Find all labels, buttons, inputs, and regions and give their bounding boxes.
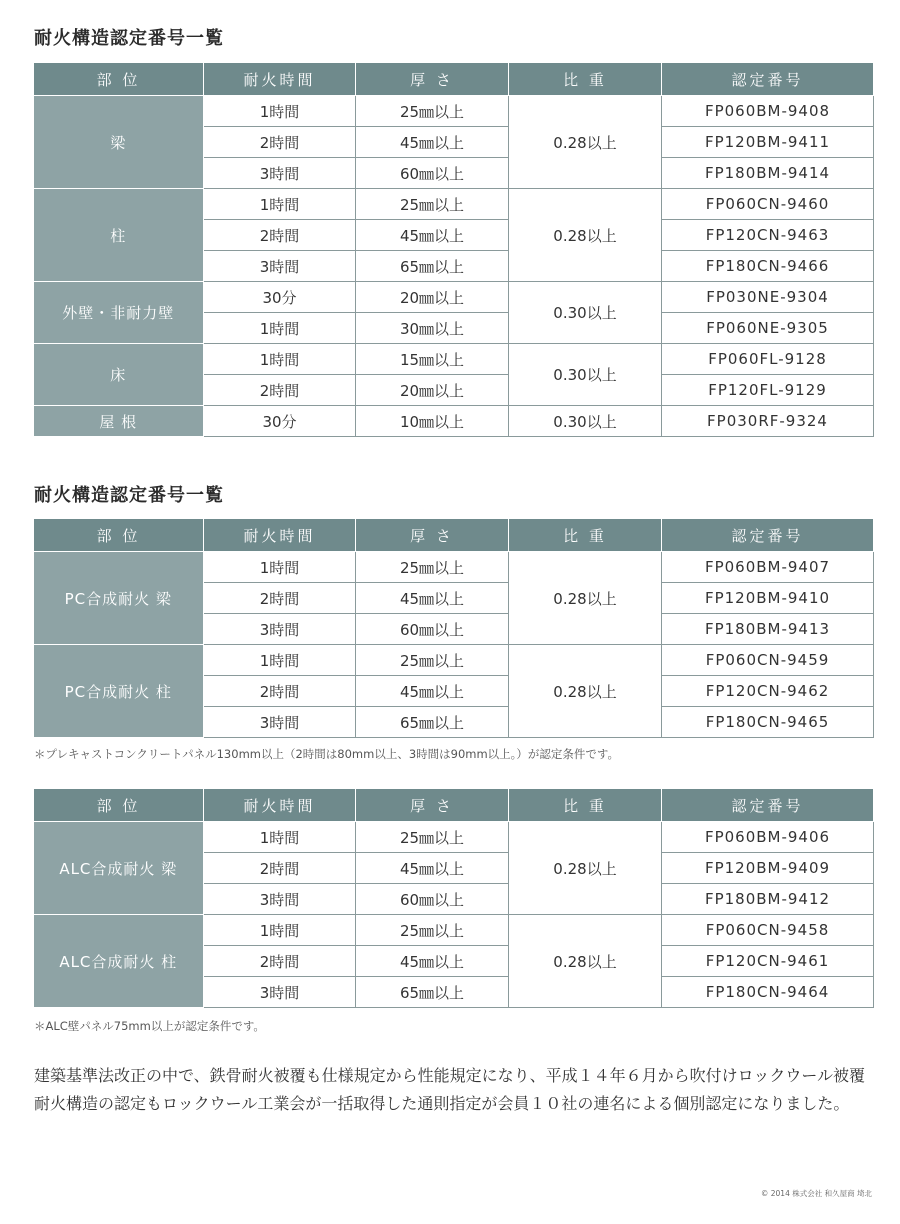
column-header: 部 位 [34, 63, 204, 96]
header-row [34, 519, 874, 552]
part-cell: 床 [34, 344, 204, 406]
thickness-cell: 25㎜以上 [356, 552, 509, 583]
gravity-cell: 0.30以上 [509, 344, 662, 406]
thickness-cell: 45㎜以上 [356, 676, 509, 707]
time-cell: 2時間 [204, 127, 356, 158]
thickness-cell: 25㎜以上 [356, 915, 509, 946]
certification-code-cell: FP180CN-9464 [662, 977, 874, 1008]
thickness-cell: 45㎜以上 [356, 946, 509, 977]
certification-code-cell: FP060BM-9406 [662, 822, 874, 853]
column-header: 比 重 [509, 63, 662, 96]
time-cell: 1時間 [204, 344, 356, 375]
table-row [34, 915, 874, 946]
time-cell: 3時間 [204, 614, 356, 645]
thickness-cell: 15㎜以上 [356, 344, 509, 375]
time-cell: 2時間 [204, 676, 356, 707]
column-header: 耐火時間 [204, 789, 356, 822]
thickness-cell: 25㎜以上 [356, 96, 509, 127]
alc-condition-note: ＊ALC壁パネル75mm以上が認定条件です。 [34, 1019, 265, 1033]
section-title-1: 耐火構造認定番号一覧 [34, 28, 224, 49]
certification-code-cell: FP180BM-9414 [662, 158, 874, 189]
column-header: 厚 さ [356, 519, 509, 552]
gravity-cell: 0.30以上 [509, 406, 662, 437]
certification-code-cell: FP060CN-9460 [662, 189, 874, 220]
thickness-cell: 20㎜以上 [356, 375, 509, 406]
certification-code-cell: FP120CN-9461 [662, 946, 874, 977]
thickness-cell: 20㎜以上 [356, 282, 509, 313]
thickness-cell: 25㎜以上 [356, 822, 509, 853]
gravity-cell: 0.28以上 [509, 822, 662, 915]
certification-code-cell: FP060CN-9459 [662, 645, 874, 676]
time-cell: 2時間 [204, 375, 356, 406]
time-cell: 3時間 [204, 707, 356, 738]
time-cell: 1時間 [204, 915, 356, 946]
time-cell: 1時間 [204, 189, 356, 220]
header-row [34, 789, 874, 822]
column-header: 認定番号 [662, 789, 874, 822]
part-cell: ALC合成耐火 梁 [34, 822, 204, 915]
column-header: 厚 さ [356, 789, 509, 822]
certification-code-cell: FP120BM-9410 [662, 583, 874, 614]
fire-resistance-table-pc [33, 518, 874, 738]
thickness-cell: 60㎜以上 [356, 884, 509, 915]
column-header: 厚 さ [356, 63, 509, 96]
thickness-cell: 30㎜以上 [356, 313, 509, 344]
time-cell: 2時間 [204, 946, 356, 977]
table-row [34, 282, 874, 313]
thickness-cell: 45㎜以上 [356, 220, 509, 251]
column-header: 部 位 [34, 519, 204, 552]
certification-code-cell: FP120FL-9129 [662, 375, 874, 406]
time-cell: 2時間 [204, 583, 356, 614]
part-cell: PC合成耐火 柱 [34, 645, 204, 738]
column-header: 比 重 [509, 519, 662, 552]
certification-code-cell: FP120BM-9409 [662, 853, 874, 884]
table-row [34, 552, 874, 583]
time-cell: 1時間 [204, 552, 356, 583]
column-header: 比 重 [509, 789, 662, 822]
thickness-cell: 65㎜以上 [356, 251, 509, 282]
certification-code-cell: FP180BM-9412 [662, 884, 874, 915]
part-cell: ALC合成耐火 柱 [34, 915, 204, 1008]
table-row [34, 344, 874, 375]
copyright-text: © 2014 株式会社 和久屋商 埼北 [760, 1189, 872, 1198]
explanation-paragraph: 建築基準法改正の中で、鉄骨耐火被覆も仕様規定から性能規定になり、平成１４年６月から吹付けロックウール被覆耐火構造の認定もロックウール工業会が一括取得した通則指定が会員１０社の連名による個別認定になりました。 [34, 1066, 866, 1113]
fire-resistance-table-1 [33, 62, 874, 437]
part-cell: 梁 [34, 96, 204, 189]
thickness-cell: 25㎜以上 [356, 645, 509, 676]
certification-code-cell: FP060BM-9407 [662, 552, 874, 583]
header-row [34, 63, 874, 96]
table-row [34, 189, 874, 220]
thickness-cell: 25㎜以上 [356, 189, 509, 220]
table-row [34, 406, 874, 437]
certification-code-cell: FP060CN-9458 [662, 915, 874, 946]
thickness-cell: 65㎜以上 [356, 977, 509, 1008]
certification-code-cell: FP060FL-9128 [662, 344, 874, 375]
thickness-cell: 65㎜以上 [356, 707, 509, 738]
table-row [34, 822, 874, 853]
section-title-2: 耐火構造認定番号一覧 [34, 485, 224, 506]
column-header: 耐火時間 [204, 63, 356, 96]
time-cell: 3時間 [204, 251, 356, 282]
gravity-cell: 0.30以上 [509, 282, 662, 344]
gravity-cell: 0.28以上 [509, 96, 662, 189]
column-header: 認定番号 [662, 519, 874, 552]
table-row [34, 96, 874, 127]
certification-code-cell: FP030NE-9304 [662, 282, 874, 313]
thickness-cell: 10㎜以上 [356, 406, 509, 437]
time-cell: 2時間 [204, 853, 356, 884]
table-row [34, 645, 874, 676]
certification-code-cell: FP030RF-9324 [662, 406, 874, 437]
certification-code-cell: FP120BM-9411 [662, 127, 874, 158]
time-cell: 30分 [204, 282, 356, 313]
certification-code-cell: FP180CN-9465 [662, 707, 874, 738]
time-cell: 3時間 [204, 977, 356, 1008]
time-cell: 1時間 [204, 822, 356, 853]
thickness-cell: 45㎜以上 [356, 583, 509, 614]
gravity-cell: 0.28以上 [509, 915, 662, 1008]
time-cell: 1時間 [204, 645, 356, 676]
time-cell: 30分 [204, 406, 356, 437]
thickness-cell: 45㎜以上 [356, 127, 509, 158]
column-header: 部 位 [34, 789, 204, 822]
time-cell: 3時間 [204, 158, 356, 189]
part-cell: 外壁・非耐力壁 [34, 282, 204, 344]
time-cell: 3時間 [204, 884, 356, 915]
column-header: 認定番号 [662, 63, 874, 96]
part-cell: 屋 根 [34, 406, 204, 437]
gravity-cell: 0.28以上 [509, 645, 662, 738]
certification-code-cell: FP180BM-9413 [662, 614, 874, 645]
time-cell: 1時間 [204, 313, 356, 344]
time-cell: 2時間 [204, 220, 356, 251]
pc-condition-note: ＊プレキャストコンクリートパネル130mm以上（2時間は80mm以上、3時間は90mm以上。）が認定条件です。 [34, 747, 620, 761]
certification-code-cell: FP120CN-9463 [662, 220, 874, 251]
time-cell: 1時間 [204, 96, 356, 127]
thickness-cell: 60㎜以上 [356, 614, 509, 645]
gravity-cell: 0.28以上 [509, 189, 662, 282]
gravity-cell: 0.28以上 [509, 552, 662, 645]
certification-code-cell: FP180CN-9466 [662, 251, 874, 282]
certification-code-cell: FP060BM-9408 [662, 96, 874, 127]
certification-code-cell: FP060NE-9305 [662, 313, 874, 344]
thickness-cell: 60㎜以上 [356, 158, 509, 189]
column-header: 耐火時間 [204, 519, 356, 552]
fire-resistance-table-alc [33, 788, 874, 1008]
certification-code-cell: FP120CN-9462 [662, 676, 874, 707]
thickness-cell: 45㎜以上 [356, 853, 509, 884]
part-cell: 柱 [34, 189, 204, 282]
part-cell: PC合成耐火 梁 [34, 552, 204, 645]
